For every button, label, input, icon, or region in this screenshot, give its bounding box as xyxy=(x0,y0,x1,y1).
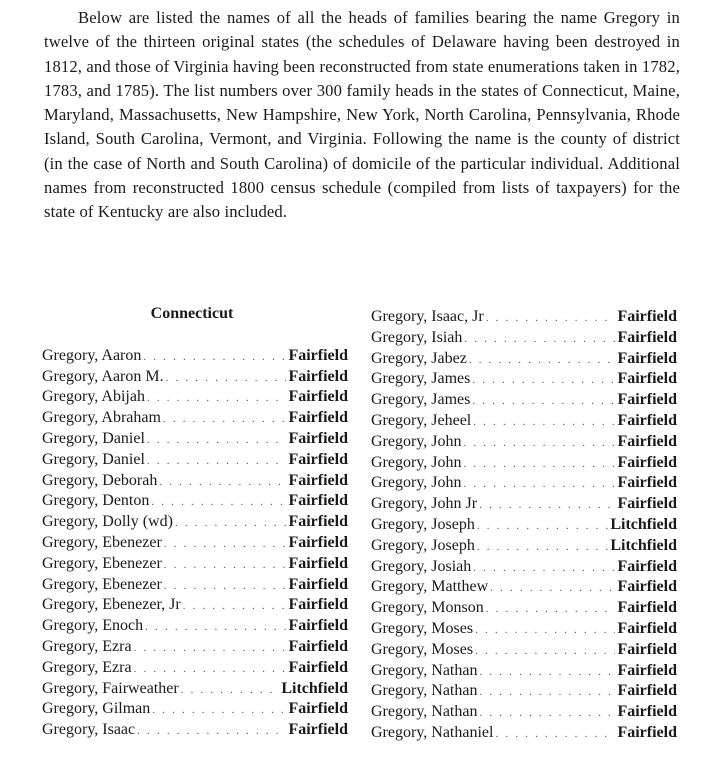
entry-name: Gregory, Ebenezer, Jr xyxy=(42,596,181,614)
entry-row xyxy=(371,390,677,411)
dot-leader xyxy=(137,721,286,741)
dot-leader xyxy=(183,596,287,616)
dot-leader xyxy=(477,516,609,536)
entry-name: Gregory, Isiah xyxy=(371,328,463,346)
right-entry-list xyxy=(371,307,677,744)
entry-county: Fairfield xyxy=(288,700,348,718)
left-column xyxy=(42,304,348,741)
entry-name: Gregory, Aaron M. xyxy=(42,367,164,385)
entry-county: Litchfield xyxy=(610,515,677,533)
entry-name: Gregory, Fairweather xyxy=(42,679,179,697)
entry-name: Gregory, Joseph xyxy=(371,515,475,533)
entry-county: Fairfield xyxy=(288,533,348,551)
entry-row xyxy=(42,471,348,492)
entry-name: Gregory, Ezra xyxy=(42,637,132,655)
entry-county: Fairfield xyxy=(617,474,677,492)
entry-county: Fairfield xyxy=(288,409,348,427)
entry-name: Gregory, Ebenezer xyxy=(42,554,162,572)
dot-leader xyxy=(164,534,287,554)
entry-row xyxy=(371,723,677,744)
dot-leader xyxy=(147,451,287,471)
dot-leader xyxy=(164,576,287,596)
entry-name: Gregory, James xyxy=(371,391,471,409)
dot-leader xyxy=(472,391,615,411)
entry-county: Fairfield xyxy=(617,411,677,429)
entry-row xyxy=(371,598,677,619)
entry-row xyxy=(371,473,677,494)
dot-leader xyxy=(473,558,615,578)
entry-county: Fairfield xyxy=(617,661,677,679)
dot-leader xyxy=(175,513,287,533)
entry-name: Gregory, Isaac xyxy=(42,721,136,739)
entry-county: Fairfield xyxy=(288,471,348,489)
entry-row xyxy=(42,533,348,554)
entry-row xyxy=(371,494,677,515)
entry-name: Gregory, Deborah xyxy=(42,471,158,489)
entry-row xyxy=(42,387,348,408)
entry-name: Gregory, Jeheel xyxy=(371,411,472,429)
entry-name: Gregory, Moses xyxy=(371,640,474,658)
entry-county: Fairfield xyxy=(617,453,677,471)
entry-name: Gregory, Nathan xyxy=(371,661,478,679)
entry-county: Fairfield xyxy=(617,599,677,617)
dot-leader xyxy=(163,409,287,429)
entry-row xyxy=(371,681,677,702)
entry-county: Fairfield xyxy=(617,682,677,700)
entry-county: Fairfield xyxy=(617,391,677,409)
dot-leader xyxy=(464,433,616,453)
entry-row xyxy=(42,575,348,596)
intro-section xyxy=(44,6,680,225)
entry-name: Gregory, John Jr xyxy=(371,495,478,513)
entry-row xyxy=(42,346,348,367)
entry-county: Fairfield xyxy=(288,721,348,739)
entry-county: Fairfield xyxy=(288,554,348,572)
entry-name: Gregory, Isaac, Jr xyxy=(371,308,484,325)
entry-row xyxy=(42,595,348,616)
entry-county: Fairfield xyxy=(617,308,677,325)
dot-leader xyxy=(145,617,286,637)
dot-leader xyxy=(151,492,286,512)
entry-county: Fairfield xyxy=(617,495,677,513)
entry-row xyxy=(42,450,348,471)
dot-leader xyxy=(472,370,615,390)
dot-leader xyxy=(147,388,287,408)
entry-county: Fairfield xyxy=(617,349,677,367)
entry-row xyxy=(371,307,677,328)
entry-row xyxy=(42,429,348,450)
entry-county: Fairfield xyxy=(288,596,348,614)
entry-county: Fairfield xyxy=(288,492,348,510)
entry-county: Fairfield xyxy=(617,619,677,637)
entry-name: Gregory, Monson xyxy=(371,599,484,617)
dot-leader xyxy=(479,703,615,723)
entry-row xyxy=(42,512,348,533)
entry-name: Gregory, Moses xyxy=(371,619,474,637)
dot-leader xyxy=(134,638,287,658)
intro-paragraph: Below are listed the names of all the heads of families bearing the name Gregory in twelve of the thirteen original states (the schedules of Delaware having been destroyed in 1812, and those of Virginia having been reconstructed from state enumerations taken in 1782, 1783, and 1785). The list numbers over 300 family heads in the states of Connecticut, Maine, Maryland, Massachusetts, New Hampshire, New York, North Carolina, Pennsylvania, Rhode Island, South Carolina, Vermont, and Virginia. Following the name is the county of district (in the case of North and South Carolina) of domicile of the particular individual. Additional names from reconstructed 1800 census schedule (compiled from lists of taxpayers) for the state of Kentucky are also included. xyxy=(44,8,680,222)
entry-name: Gregory, Josiah xyxy=(371,557,472,575)
entry-name: Gregory, John xyxy=(371,453,462,471)
entry-county: Fairfield xyxy=(288,450,348,468)
dot-leader xyxy=(143,347,286,367)
entry-county: Fairfield xyxy=(288,367,348,385)
entry-county: Fairfield xyxy=(288,429,348,447)
entry-county: Fairfield xyxy=(288,513,348,531)
entry-name: Gregory, Nathan xyxy=(371,682,478,700)
entry-row xyxy=(371,661,677,682)
dot-leader xyxy=(477,537,609,557)
entry-county: Litchfield xyxy=(281,679,348,697)
entry-county: Fairfield xyxy=(617,432,677,450)
dot-leader xyxy=(479,662,615,682)
entry-name: Gregory, Matthew xyxy=(371,578,489,596)
entry-row xyxy=(371,557,677,578)
entry-name: Gregory, Ezra xyxy=(42,658,132,676)
entry-row xyxy=(42,679,348,700)
dot-leader xyxy=(164,555,287,575)
entry-row xyxy=(371,411,677,432)
entry-row xyxy=(371,369,677,390)
entry-name: Gregory, Abraham xyxy=(42,409,161,427)
entry-name: Gregory, Abijah xyxy=(42,388,145,406)
entry-name: Gregory, John xyxy=(371,474,462,492)
state-heading: Connecticut xyxy=(150,305,234,322)
entry-row xyxy=(371,432,677,453)
dot-leader xyxy=(486,308,616,328)
entry-row xyxy=(371,536,677,557)
dot-leader xyxy=(479,495,615,515)
dot-leader xyxy=(166,368,287,388)
dot-leader xyxy=(159,472,286,492)
dot-leader xyxy=(486,599,616,619)
dot-leader xyxy=(475,641,615,661)
entry-name: Gregory, Enoch xyxy=(42,617,144,635)
entry-county: Fairfield xyxy=(288,346,348,364)
entry-name: Gregory, James xyxy=(371,370,471,388)
entry-row xyxy=(42,637,348,658)
dot-leader xyxy=(479,682,615,702)
entry-row xyxy=(42,616,348,637)
entry-row xyxy=(42,554,348,575)
entry-name: Gregory, Dolly (wd) xyxy=(42,513,173,531)
entry-row xyxy=(371,349,677,370)
entry-row xyxy=(371,702,677,723)
dot-leader xyxy=(134,659,287,679)
entry-row xyxy=(42,408,348,429)
entry-row xyxy=(371,640,677,661)
entry-row xyxy=(42,367,348,388)
dot-leader xyxy=(152,700,286,720)
entry-county: Fairfield xyxy=(288,388,348,406)
entry-name: Gregory, Gilman xyxy=(42,700,151,718)
entry-name: Gregory, Aaron xyxy=(42,346,142,364)
dot-leader xyxy=(181,680,280,700)
entry-name: Gregory, John xyxy=(371,432,462,450)
entry-name: Gregory, Daniel xyxy=(42,450,145,468)
entry-county: Fairfield xyxy=(617,328,677,346)
left-entry-list xyxy=(42,346,348,741)
entry-row xyxy=(371,515,677,536)
dot-leader xyxy=(490,578,615,598)
entry-county: Fairfield xyxy=(288,617,348,635)
dot-leader xyxy=(473,412,615,432)
entry-county: Fairfield xyxy=(288,637,348,655)
dot-leader xyxy=(469,350,616,370)
entry-name: Gregory, Daniel xyxy=(42,429,145,447)
entry-county: Fairfield xyxy=(288,658,348,676)
entry-county: Litchfield xyxy=(610,536,677,554)
entry-county: Fairfield xyxy=(617,557,677,575)
entry-row xyxy=(42,720,348,741)
entry-name: Gregory, Jabez xyxy=(371,349,467,367)
entry-row xyxy=(42,699,348,720)
dot-leader xyxy=(495,724,615,744)
entry-row xyxy=(42,658,348,679)
entry-row xyxy=(371,619,677,640)
entry-county: Fairfield xyxy=(288,575,348,593)
entry-county: Fairfield xyxy=(617,703,677,721)
entry-name: Gregory, Ebenezer xyxy=(42,575,162,593)
entry-row xyxy=(371,577,677,598)
dot-leader xyxy=(464,474,616,494)
entry-row xyxy=(42,491,348,512)
dot-leader xyxy=(464,454,616,474)
entry-county: Fairfield xyxy=(617,370,677,388)
entry-row xyxy=(371,453,677,474)
entry-county: Fairfield xyxy=(617,578,677,596)
dot-leader xyxy=(147,430,287,450)
entry-county: Fairfield xyxy=(617,640,677,658)
entry-row xyxy=(371,328,677,349)
dot-leader xyxy=(475,620,615,640)
dot-leader xyxy=(464,329,615,349)
entry-name: Gregory, Joseph xyxy=(371,536,475,554)
entry-name: Gregory, Nathaniel xyxy=(371,723,494,741)
entry-name: Gregory, Ebenezer xyxy=(42,533,162,551)
entry-name: Gregory, Nathan xyxy=(371,703,478,721)
entry-county: Fairfield xyxy=(617,723,677,741)
right-column xyxy=(371,307,677,744)
entry-name: Gregory, Denton xyxy=(42,492,150,510)
